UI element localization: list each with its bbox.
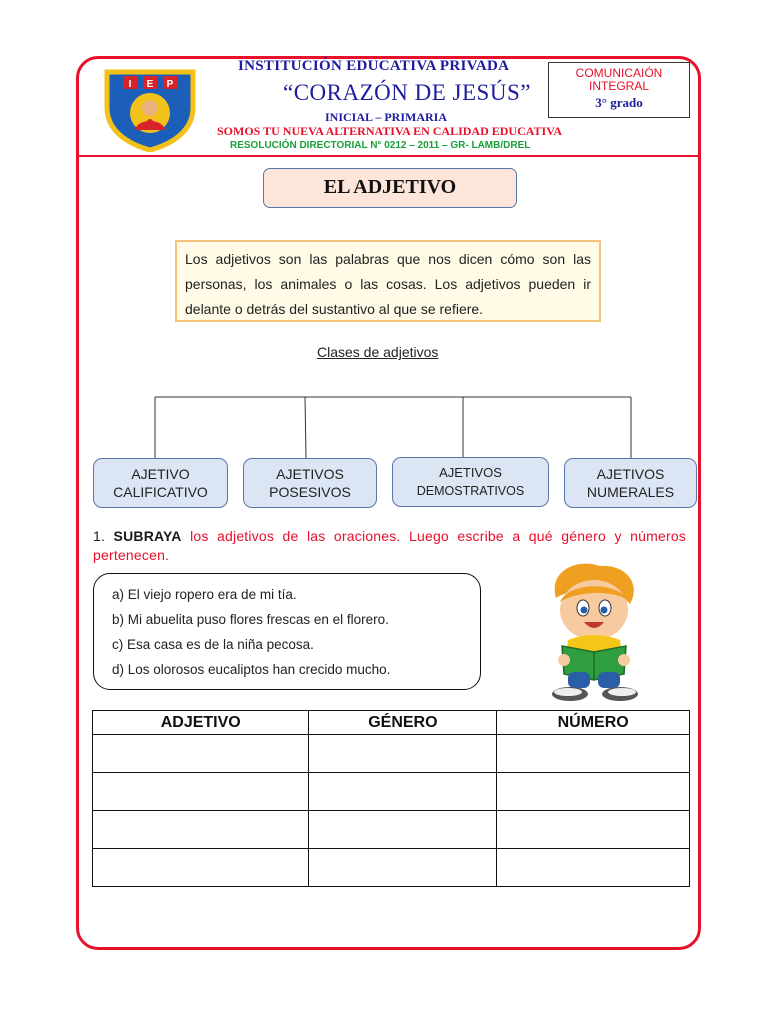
answer-cell[interactable] [497,735,690,773]
answer-cell[interactable] [93,849,309,887]
sentence-item: d) Los olorosos eucaliptos han crecido mucho. [112,662,391,677]
class-box-calificativo [93,458,228,508]
exercise-number: 1. [93,528,106,544]
col-header-genero: GÉNERO [309,711,497,735]
sentences-box [93,573,481,690]
sentence-item: c) Esa casa es de la niña pecosa. [112,637,314,652]
answer-table [92,710,690,887]
answer-cell[interactable] [309,773,497,811]
col-header-numero: NÚMERO [497,711,690,735]
table-row [93,849,690,887]
school-levels: INICIAL – PRIMARIA [325,110,448,124]
subject-line-1: COMUNICAIÓN [575,66,663,80]
class-line-1: AJETIVOS [596,466,665,482]
class-line-2: CALIFICATIVO [113,484,208,500]
subject-line-2: INTEGRAL [588,79,649,93]
svg-text:I: I [128,79,132,90]
institution-name: INSTITUCIÓN EDUCATIVA PRIVADA [238,58,510,74]
answer-cell[interactable] [497,773,690,811]
class-line-2: NUMERALES [586,484,675,500]
exercise-text: los adjetivos de las oraciones. Luego escribe a qué género y números pertenecen. [93,528,687,563]
table-row [93,735,690,773]
answer-cell[interactable] [93,773,309,811]
svg-text:E: E [146,79,154,90]
answer-cell[interactable] [93,735,309,773]
class-box-numerales [564,458,697,508]
definition-box: Los adjetivos son las palabras que nos dicen cómo son las personas, los animales o las cosas. Los adjetivos pueden ir delante o detrás del sustantivo al que se refiere. [175,240,601,322]
sentence-item: a) El viejo ropero era de mi tía. [112,587,297,602]
class-box-posesivos [243,458,377,508]
classes-label: Clases de adjetivos [317,344,439,360]
table-row [93,773,690,811]
grade-label: 3° grado [595,95,643,110]
school-crest-icon [103,68,197,152]
class-line-1: AJETIVOS [276,466,344,482]
class-line-2: POSESIVOS [269,484,351,500]
answer-cell[interactable] [93,811,309,849]
page-title: EL ADJETIVO [263,168,517,208]
subject-grade-box [548,62,690,118]
sentence-item: b) Mi abuelita puso flores frescas en el florero. [112,612,389,627]
answer-cell[interactable] [309,735,497,773]
reading-boy-icon [538,560,648,705]
table-header-row [93,711,690,735]
col-header-adjetivo: ADJETIVO [93,711,309,735]
resolution-number: RESOLUCIÓN DIRECTORIAL N° 0212 – 2011 – GR- LAMB/DREL [230,140,531,151]
answer-cell[interactable] [497,849,690,887]
class-line-1: AJETIVOS [439,465,502,480]
school-name: “CORAZÓN DE JESÚS” [283,80,531,105]
svg-text:P: P [166,79,174,90]
table-row [93,811,690,849]
exercise-verb: SUBRAYA [113,528,182,544]
header-divider [79,155,698,157]
class-box-demostrativos [392,457,549,507]
class-line-1: AJETIVO [131,466,190,482]
class-line-2: DEMOSTRATIVOS [416,484,525,498]
answer-cell[interactable] [309,811,497,849]
answer-cell[interactable] [497,811,690,849]
answer-cell[interactable] [309,849,497,887]
school-motto: SOMOS TU NUEVA ALTERNATIVA EN CALIDAD EDUCATIVA [217,124,562,138]
